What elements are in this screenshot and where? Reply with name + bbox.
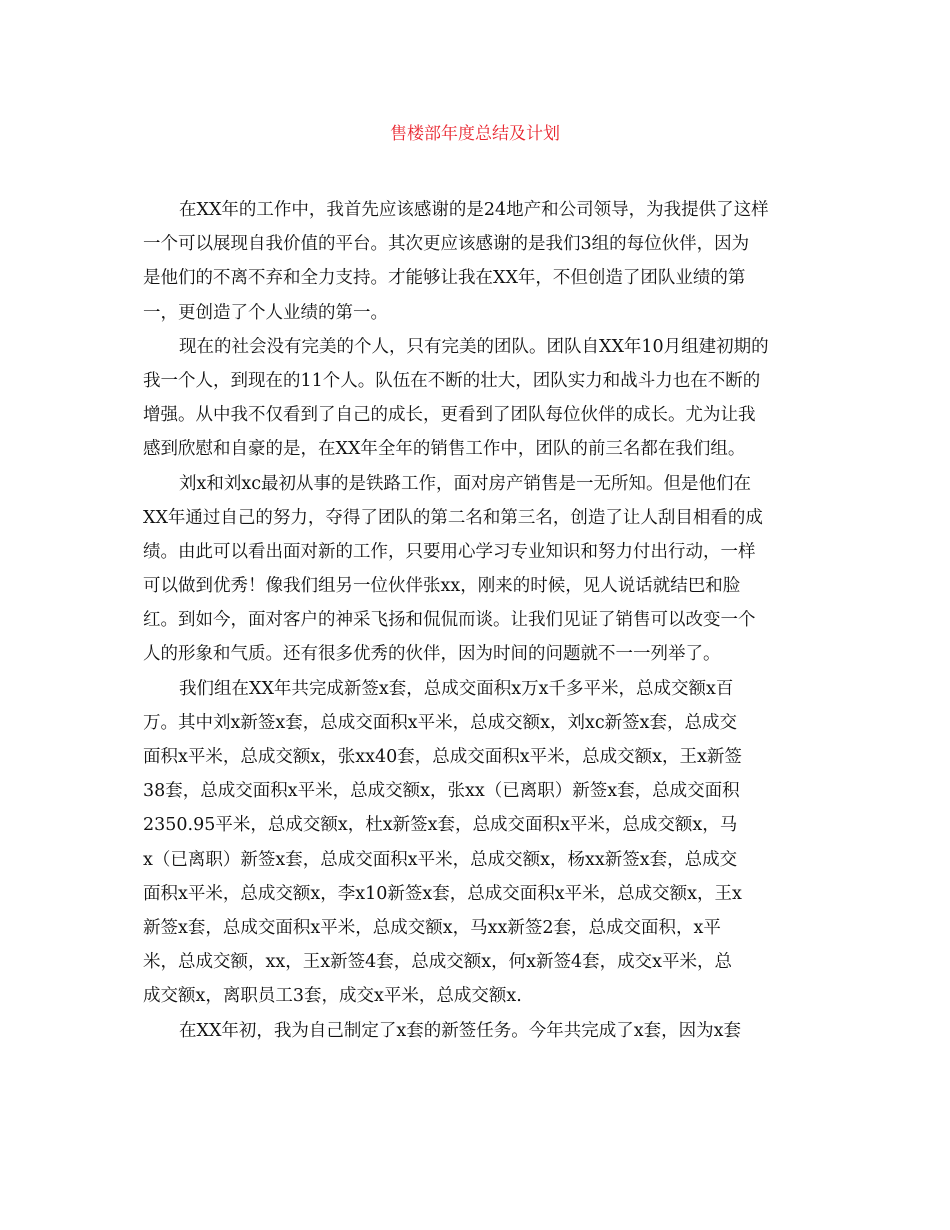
document-title: 售楼部年度总结及计划 <box>390 124 560 144</box>
text-line: 万。其中刘x新签x套，总成交面积x平米，总成交额x，刘xc新签x套，总成交 <box>143 712 738 733</box>
text-line: XX年通过自己的努力，夺得了团队的第二名和第三名，创造了让人刮目相看的成 <box>143 507 763 528</box>
text-line: 可以做到优秀！像我们组另一位伙伴张xx，刚来的时候，见人说话就结巴和脸 <box>143 576 741 597</box>
text-line: 2350.95平米，总成交额x，杜x新签x套，总成交面积x平米，总成交额x，马 <box>143 815 738 836</box>
text-line: 感到欣慰和自豪的是，在XX年全年的销售工作中，团队的前三名都在我们组。 <box>143 439 746 460</box>
text-line: 增强。从中我不仅看到了自己的成长，更看到了团队每位伙伴的成长。尤为让我 <box>143 405 756 426</box>
text-line: 38套，总成交面积x平米，总成交额x，张xx（已离职）新签x套，总成交面积 <box>143 781 740 802</box>
text-line: 我们组在XX年共完成新签x套，总成交面积x万x千多平米，总成交额x百 <box>179 678 734 699</box>
text-line: 成交额x，离职员工3套，成交x平米，总成交额x. <box>143 986 522 1007</box>
document-body <box>143 193 823 1048</box>
text-line: 面积x平米，总成交额x，张xx40套，总成交面积x平米，总成交额x，王x新签 <box>143 747 742 767</box>
text-line: 我一个人，到现在的11个人。队伍在不断的壮大，团队实力和战斗力也在不断的 <box>143 370 761 391</box>
text-line: 一个可以展现自我价值的平台。其次更应该感谢的是我们3组的每位伙伴，因为 <box>143 234 750 255</box>
text-line: 一，更创造了个人业绩的第一。 <box>143 302 388 323</box>
text-line: x（已离职）新签x套，总成交面积x平米，总成交额x，杨xx新签x套，总成交 <box>143 849 738 870</box>
text-line: 在XX年初，我为自己制定了x套的新签任务。今年共完成了x套，因为x套 <box>179 1020 742 1041</box>
text-line: 红。到如今，面对客户的神采飞扬和侃侃而谈。让我们见证了销售可以改变一个 <box>143 610 756 631</box>
text-line: 现在的社会没有完美的个人，只有完美的团队。团队自XX年10月组建初期的 <box>179 336 769 357</box>
text-line: 新签x套，总成交面积x平米，总成交额x，马xx新签2套，总成交面积，x平 <box>143 917 721 938</box>
text-line: 米，总成交额，xx，王x新签4套，总成交额x，何x新签4套，成交x平米，总 <box>143 952 732 973</box>
text-line: 是他们的不离不弃和全力支持。才能够让我在XX年，不但创造了团队业绩的第 <box>143 268 746 289</box>
text-line: 绩。由此可以看出面对新的工作，只要用心学习专业知识和努力付出行动，一样 <box>143 541 756 562</box>
text-line: 刘x和刘xc最初从事的是铁路工作，面对房产销售是一无所知。但是他们在 <box>179 473 752 494</box>
text-line: 在XX年的工作中，我首先应该感谢的是24地产和公司领导，为我提供了这样 <box>179 200 769 220</box>
text-line: 面积x平米，总成交额x，李x10新签x套，总成交面积x平米，总成交额x，王x <box>143 883 742 904</box>
text-line: 人的形象和气质。还有很多优秀的伙伴，因为时间的问题就不一一列举了。 <box>143 644 721 665</box>
